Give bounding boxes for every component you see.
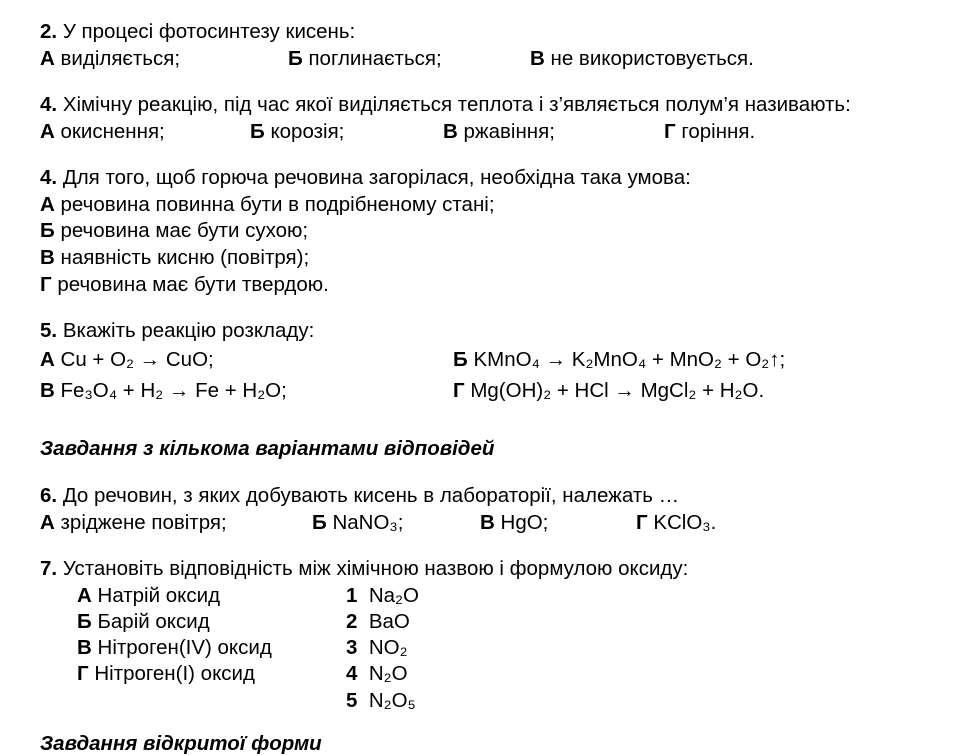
q7-right-item-3[interactable]: 3 NO₂ [346,636,408,659]
q5-text: Вкажіть реакцію розкладу: [62,319,315,342]
q7-left-item-d[interactable]: Г Нітроген(I) оксид [77,662,255,685]
q7-left-item-a[interactable]: А Натрій оксид [77,584,221,607]
q6-number: 6. [40,484,58,507]
section-open-heading: Завдання відкритої форми [40,732,322,755]
q7-right-item-5[interactable]: 5 N₂O₅ [346,689,416,712]
q5-option-b[interactable]: Б KMnO₄ → K₂MnO₄ + MnO₂ + O₂↑; [453,348,786,371]
q4b-option-a[interactable]: А речовина повинна бути в подрібненому стані; [40,193,495,216]
q4a-option-c[interactable]: В ржавіння; [443,120,555,143]
q4a-option-a[interactable]: А окиснення; [40,120,165,143]
q7-right-item-4[interactable]: 4 N₂O [346,662,408,685]
q4b-number: 4. [40,166,58,189]
q5-option-a[interactable]: А Cu + O₂ → CuO; [40,348,214,371]
q6-option-a[interactable]: А зріджене повітря; [40,511,227,534]
q4b-text: Для того, щоб горюча речовина загорілася, необхідна така умова: [62,166,691,189]
q4a-stem [40,93,851,117]
q7-number: 7. [40,557,58,580]
q6-stem [40,484,679,508]
q4a-option-b[interactable]: Б корозія; [250,120,345,143]
q4b-option-c[interactable]: В наявність кисню (повітря); [40,246,310,269]
q2-option-b[interactable]: Б поглинається; [288,47,442,70]
q7-left-item-c[interactable]: В Нітроген(IV) оксид [77,636,272,659]
section-multi-heading: Завдання з кількома варіантами відповідей [40,437,495,460]
q6-text: До речовин, з яких добувають кисень в лабораторії, належать … [62,484,680,507]
q4a-text: Хімічну реакцію, під час якої виділяється теплота і з’являється полум’я називають: [62,93,851,116]
q5-number: 5. [40,319,58,342]
q6-option-b[interactable]: Б NaNO₃; [312,511,404,534]
q2-text: У процесі фотосинтезу кисень: [62,20,356,43]
q2-option-c[interactable]: В не використовується. [530,47,754,70]
q2-number: 2. [40,20,58,43]
q4a-number: 4. [40,93,58,116]
q7-text: Установіть відповідність між хімічною назвою і формулою оксиду: [62,557,689,580]
q4a-option-d[interactable]: Г горіння. [664,120,756,143]
q5-stem [40,319,314,343]
q7-right-item-2[interactable]: 2 BaO [346,610,410,633]
q6-option-d[interactable]: Г KClO₃. [636,511,717,534]
q4b-stem [40,166,691,190]
q7-stem [40,557,688,581]
q4b-option-b[interactable]: Б речовина має бути сухою; [40,219,309,242]
q6-option-c[interactable]: В HgO; [480,511,549,534]
q5-option-d[interactable]: Г Mg(OH)₂ + HCl → MgCl₂ + H₂O. [453,379,765,402]
q2-stem [40,20,355,44]
q7-left-item-b[interactable]: Б Барій оксид [77,610,210,633]
q4b-option-d[interactable]: Г речовина має бути твердою. [40,273,329,296]
q2-option-a[interactable]: А виділяється; [40,47,181,70]
q7-right-item-1[interactable]: 1 Na₂O [346,584,419,607]
q5-option-c[interactable]: В Fe₃O₄ + H₂ → Fe + H₂O; [40,379,287,402]
